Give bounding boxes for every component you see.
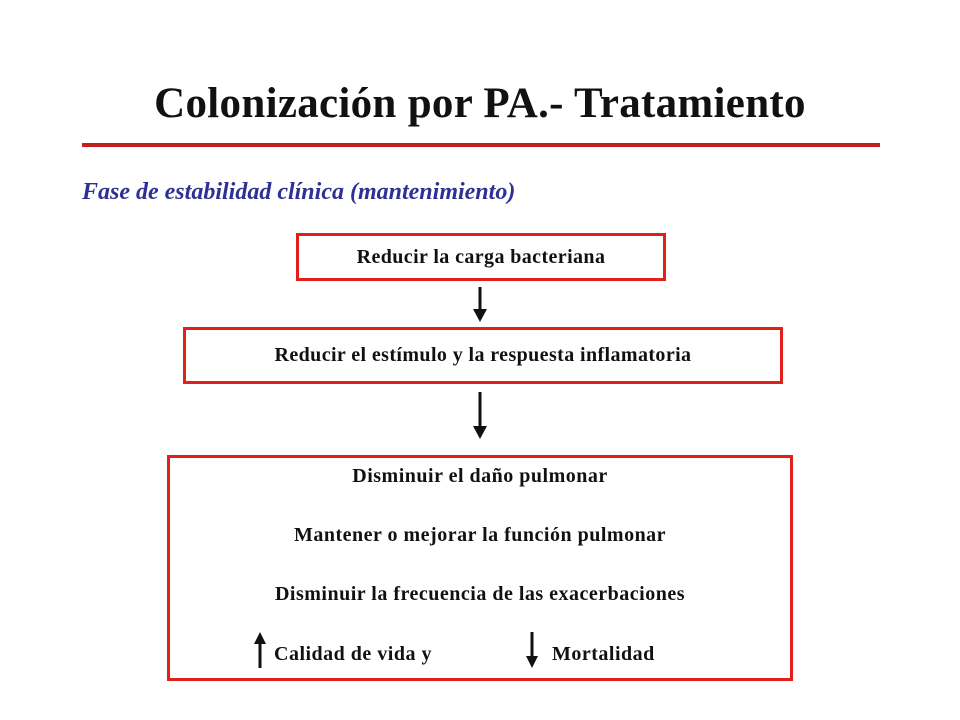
slide-subtitle: Fase de estabilidad clínica (mantenimiento): [82, 179, 516, 205]
down-arrow-icon: [470, 287, 490, 323]
outcome-lung-function: Mantener o mejorar la función pulmonar: [293, 524, 667, 546]
step-box-reduce-bacterial-load: Reducir la carga bacteriana: [296, 233, 666, 281]
outcome-lung-damage: Disminuir el daño pulmonar: [352, 465, 608, 487]
outcomes-box: [167, 455, 793, 681]
quality-of-life-label: Calidad de vida y: [274, 643, 432, 665]
down-arrow-icon: [470, 392, 490, 440]
outcome-exacerbations: Disminuir la frecuencia de las exacerbaciones: [274, 583, 686, 605]
mortality-label: Mortalidad: [552, 643, 655, 665]
quality-mortality-line: [170, 632, 790, 668]
up-arrow-icon: [252, 632, 268, 668]
down-arrow-icon: [524, 632, 540, 668]
slide-title: Colonización por PA.- Tratamiento: [154, 80, 806, 127]
title-underline: [82, 143, 880, 147]
step-box-reduce-inflammation: Reducir el estímulo y la respuesta inflamatoria: [183, 327, 783, 384]
